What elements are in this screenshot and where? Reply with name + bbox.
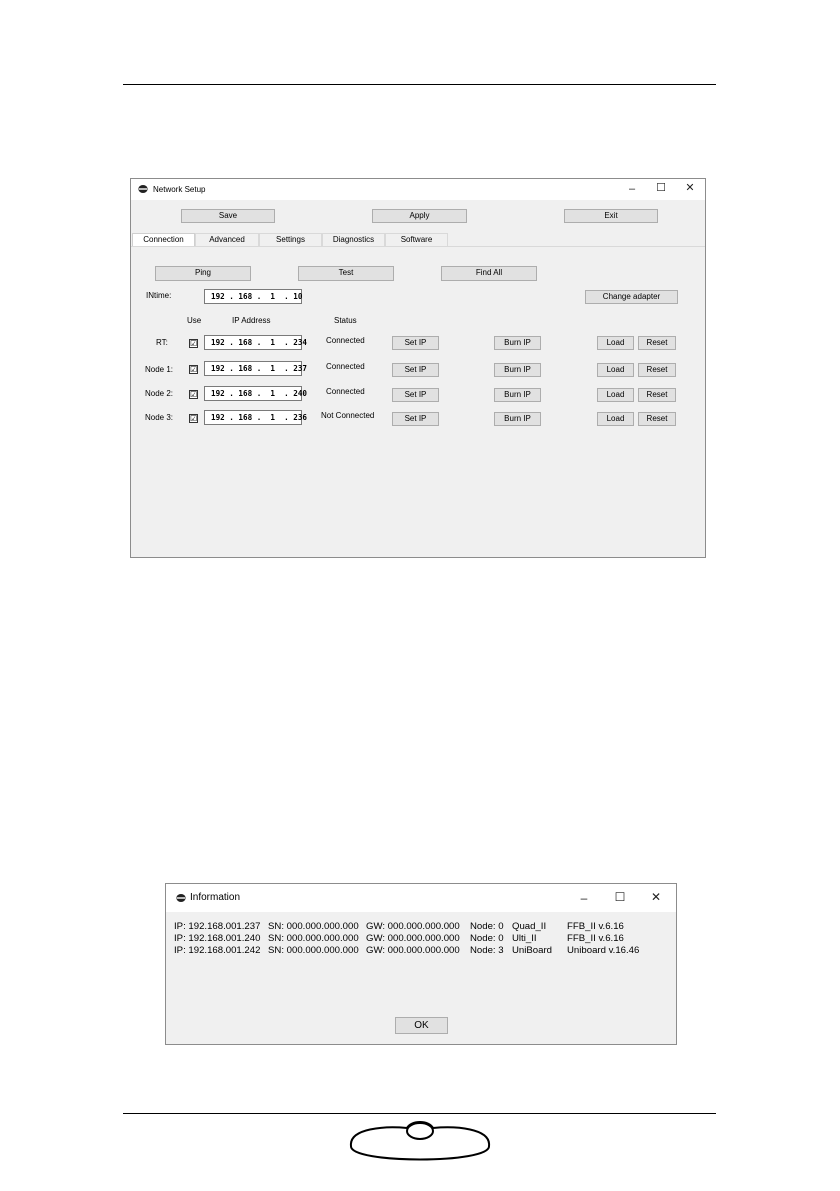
- info-maximize-icon[interactable]: ☐: [614, 890, 626, 904]
- change-adapter-button[interactable]: Change adapter: [585, 290, 678, 304]
- maximize-icon[interactable]: ☐: [656, 182, 666, 194]
- reset-button-node-3[interactable]: Reset: [638, 412, 676, 426]
- burn-ip-button-node-2[interactable]: Burn IP: [494, 388, 541, 402]
- ip-field-node-3[interactable]: 192 . 168 . 1 . 236: [204, 410, 302, 425]
- info-board: UniBoard: [512, 945, 552, 956]
- title-bar: [131, 179, 705, 200]
- save-button[interactable]: Save: [181, 209, 275, 223]
- intime-label: INtime:: [146, 291, 172, 300]
- info-board: Quad_II: [512, 921, 547, 932]
- header-rule: [123, 84, 716, 85]
- info-node: Node: 0: [470, 933, 504, 944]
- info-ip: IP: 192.168.001.240: [174, 933, 261, 944]
- info-ip: IP: 192.168.001.237: [174, 921, 261, 932]
- reset-button-rt[interactable]: Reset: [638, 336, 676, 350]
- info-gw: GW: 000.000.000.000: [366, 921, 460, 932]
- info-sn: SN: 000.000.000.000: [268, 933, 359, 944]
- row-label-rt: RT:: [156, 338, 168, 347]
- tab-software[interactable]: Software: [385, 233, 448, 246]
- test-button[interactable]: Test: [298, 266, 394, 281]
- intime-ip-field[interactable]: 192 . 168 . 1 . 10: [204, 289, 302, 304]
- row-label-node-3: Node 3:: [145, 413, 174, 422]
- info-title-bar: [166, 884, 676, 912]
- ok-button[interactable]: OK: [395, 1017, 448, 1034]
- info-firmware: Uniboard v.16.46: [567, 945, 640, 956]
- ip-field-rt[interactable]: 192 . 168 . 1 . 234: [204, 335, 302, 350]
- load-button-node-2[interactable]: Load: [597, 388, 634, 402]
- set-ip-button-node-2[interactable]: Set IP: [392, 388, 439, 402]
- close-icon[interactable]: ✕: [685, 182, 695, 194]
- info-close-icon[interactable]: ✕: [650, 890, 662, 904]
- window-title: Network Setup: [153, 185, 206, 194]
- info-node: Node: 3: [470, 945, 504, 956]
- footer-rule: [123, 1113, 716, 1114]
- info-sn: SN: 000.000.000.000: [268, 921, 359, 932]
- status-node-2: Connected: [326, 387, 365, 396]
- app-logo-icon: [138, 184, 148, 194]
- load-button-rt[interactable]: Load: [597, 336, 634, 350]
- tab-connection[interactable]: Connection: [132, 233, 195, 247]
- minimize-icon[interactable]: –: [628, 183, 636, 195]
- info-gw: GW: 000.000.000.000: [366, 945, 460, 956]
- tab-diagnostics[interactable]: Diagnostics: [322, 233, 385, 246]
- exit-button[interactable]: Exit: [564, 209, 658, 223]
- info-sn: SN: 000.000.000.000: [268, 945, 359, 956]
- find-all-button[interactable]: Find All: [441, 266, 537, 281]
- use-checkbox-rt[interactable]: ☑: [190, 339, 198, 348]
- burn-ip-button-node-3[interactable]: Burn IP: [494, 412, 541, 426]
- row-label-node-1: Node 1:: [145, 365, 174, 374]
- set-ip-button-node-3[interactable]: Set IP: [392, 412, 439, 426]
- info-app-logo-icon: [176, 893, 186, 903]
- info-gw: GW: 000.000.000.000: [366, 933, 460, 944]
- info-firmware: FFB_II v.6.16: [567, 921, 624, 932]
- info-window-title: Information: [190, 892, 241, 903]
- network-setup-window: [130, 178, 706, 558]
- row-label-node-2: Node 2:: [145, 389, 174, 398]
- ip-field-node-2[interactable]: 192 . 168 . 1 . 240: [204, 386, 302, 401]
- set-ip-button-node-1[interactable]: Set IP: [392, 363, 439, 377]
- tab-advanced[interactable]: Advanced: [195, 233, 259, 246]
- use-checkbox-node-2[interactable]: ☑: [190, 390, 198, 399]
- information-window: [165, 883, 677, 1045]
- load-button-node-1[interactable]: Load: [597, 363, 634, 377]
- reset-button-node-1[interactable]: Reset: [638, 363, 676, 377]
- load-button-node-3[interactable]: Load: [597, 412, 634, 426]
- use-checkbox-node-3[interactable]: ☑: [190, 414, 198, 423]
- status-column-header: Status: [334, 316, 357, 325]
- info-board: Ulti_II: [512, 933, 537, 944]
- tab-settings[interactable]: Settings: [259, 233, 322, 246]
- burn-ip-button-node-1[interactable]: Burn IP: [494, 363, 541, 377]
- connection-panel: [131, 246, 705, 557]
- ip-field-node-1[interactable]: 192 . 168 . 1 . 237: [204, 361, 302, 376]
- set-ip-button-rt[interactable]: Set IP: [392, 336, 439, 350]
- burn-ip-button-rt[interactable]: Burn IP: [494, 336, 541, 350]
- info-node: Node: 0: [470, 921, 504, 932]
- ip-column-header: IP Address: [232, 316, 271, 325]
- footer-logo: [345, 1116, 495, 1170]
- status-rt: Connected: [326, 336, 365, 345]
- use-column-header: Use: [187, 316, 202, 325]
- status-node-1: Connected: [326, 362, 365, 371]
- status-node-3: Not Connected: [321, 411, 375, 420]
- apply-button[interactable]: Apply: [372, 209, 467, 223]
- tab-bar: [131, 233, 705, 247]
- info-minimize-icon[interactable]: –: [580, 891, 588, 905]
- reset-button-node-2[interactable]: Reset: [638, 388, 676, 402]
- use-checkbox-node-1[interactable]: ☑: [190, 365, 198, 374]
- info-ip: IP: 192.168.001.242: [174, 945, 261, 956]
- info-firmware: FFB_II v.6.16: [567, 933, 624, 944]
- ping-button[interactable]: Ping: [155, 266, 251, 281]
